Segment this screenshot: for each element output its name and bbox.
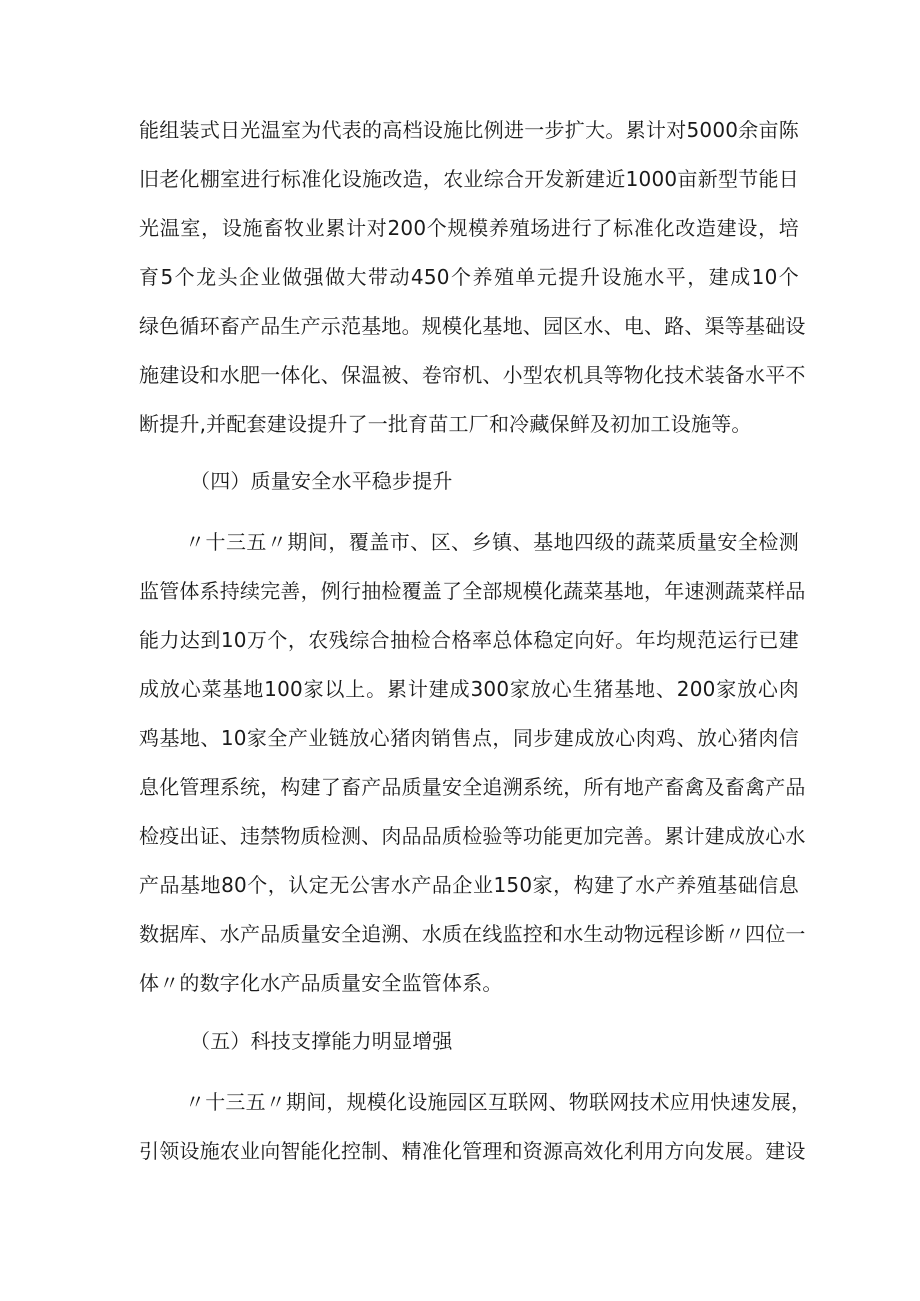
paragraph-line: 〃十三五〃期间，覆盖市、区、乡镇、基地四级的蔬菜质量安全检测 — [185, 530, 799, 554]
paragraph-line: 能组装式日光温室为代表的高档设施比例进一步扩大。累计对5000余亩陈 — [139, 118, 799, 142]
paragraph-line: 产品基地80个，认定无公害水产品企业150家，构建了水产养殖基础信息 — [139, 873, 799, 897]
paragraph-line: 体〃的数字化水产品质量安全监管体系。 — [139, 971, 503, 995]
section-heading-tech-support: （五）科技支撑能力明显增强 — [190, 1029, 453, 1053]
paragraph-line: 息化管理系统，构建了畜产品质量安全追溯系统，所有地产畜禽及畜禽产品 — [139, 775, 806, 799]
paragraph-line: 数据库、水产品质量安全追溯、水质在线监控和水生动物远程诊断〃四位一 — [139, 922, 806, 946]
paragraph-line: 鸡基地、10家全产业链放心猪肉销售点，同步建成放心肉鸡、放心猪肉信 — [139, 726, 799, 750]
paragraph-line: 光温室，设施畜牧业累计对200个规模养殖场进行了标准化改造建设，培 — [139, 216, 799, 240]
paragraph-line: 施建设和水肥一体化、保温被、卷帘机、小型农机具等物化技术装备水平不 — [139, 363, 806, 387]
paragraph-line: 监管体系持续完善，例行抽检覆盖了全部规模化蔬菜基地，年速测蔬菜样品 — [139, 579, 806, 603]
paragraph-line: 断提升,并配套建设提升了一批育苗工厂和冷藏保鲜及初加工设施等。 — [139, 412, 752, 436]
paragraph-line: 〃十三五〃期间，规模化设施园区互联网、物联网技术应用快速发展， — [185, 1090, 812, 1114]
paragraph-line: 绿色循环畜产品生产示范基地。规模化基地、园区水、电、路、渠等基础设 — [139, 314, 806, 338]
paragraph-line: 检疫出证、违禁物质检测、肉品品质检验等功能更加完善。累计建成放心水 — [139, 824, 806, 848]
section-heading-quality-safety: （四）质量安全水平稳步提升 — [190, 469, 453, 493]
paragraph-line: 能力达到10万个，农残综合抽检合格率总体稳定向好。年均规范运行已建 — [139, 628, 799, 652]
paragraph-line: 引领设施农业向智能化控制、精准化管理和资源高效化利用方向发展。建设 — [139, 1139, 806, 1163]
paragraph-line: 成放心菜基地100家以上。累计建成300家放心生猪基地、200家放心肉 — [139, 677, 799, 701]
paragraph-line: 育5个龙头企业做强做大带动450个养殖单元提升设施水平，建成10个 — [139, 265, 799, 289]
paragraph-line: 旧老化棚室进行标准化设施改造，农业综合开发新建近1000亩新型节能日 — [139, 167, 799, 191]
